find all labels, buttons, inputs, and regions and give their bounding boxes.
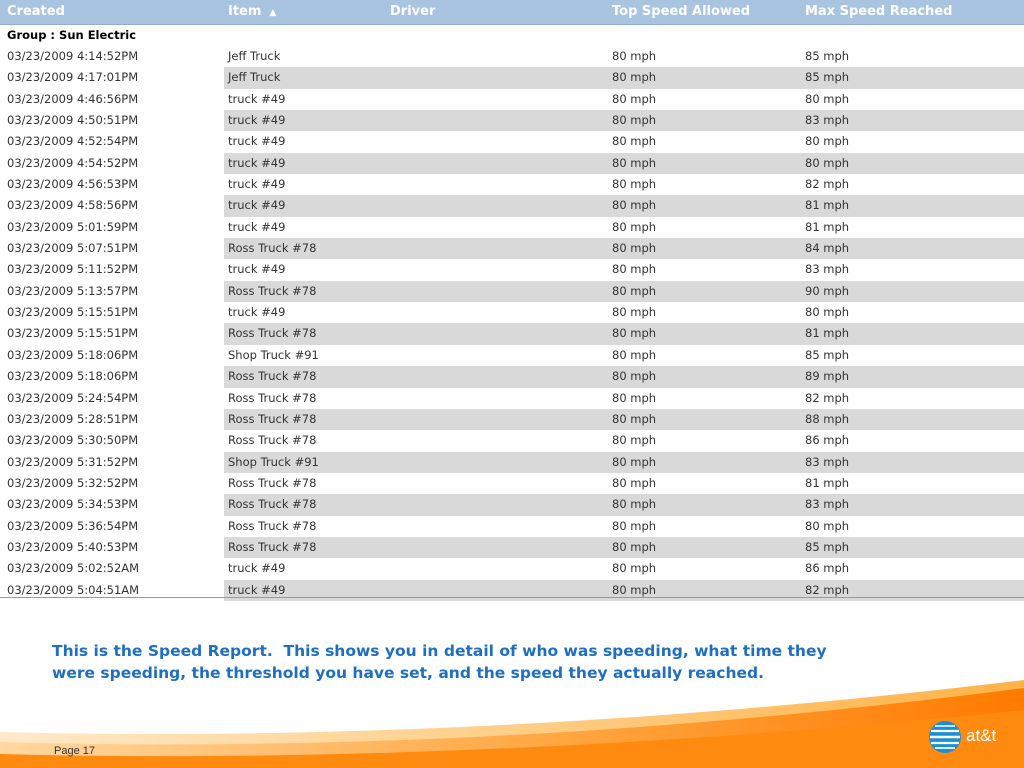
att-logo — [928, 720, 1008, 756]
table-row — [0, 388, 1024, 409]
column-header-top-speed[interactable]: Top Speed Allowed — [612, 4, 751, 19]
cell-top-speed: 80 mph — [612, 347, 657, 362]
cell-top-speed: 80 mph — [612, 305, 657, 320]
cell-max-speed: 84 mph — [805, 241, 850, 256]
cell-max-speed: 81 mph — [805, 326, 850, 341]
cell-created: 03/23/2009 5:18:06PM — [7, 347, 139, 362]
table-row — [0, 195, 1024, 216]
cell-created: 03/23/2009 4:52:54PM — [7, 134, 139, 149]
cell-item: Ross Truck #78 — [228, 241, 317, 256]
cell-item: Ross Truck #78 — [228, 326, 317, 341]
cell-item: Ross Truck #78 — [228, 497, 317, 512]
cell-created: 03/23/2009 4:46:56PM — [7, 91, 139, 106]
cell-max-speed: 83 mph — [805, 497, 850, 512]
cell-item: truck #49 — [228, 134, 286, 149]
table-row — [0, 302, 1024, 323]
cell-created: 03/23/2009 5:24:54PM — [7, 390, 139, 405]
table-row — [0, 153, 1024, 174]
cell-item: Ross Truck #78 — [228, 433, 317, 448]
column-header-item-label: Item — [228, 4, 262, 19]
cell-top-speed: 80 mph — [612, 539, 657, 554]
cell-max-speed: 85 mph — [805, 539, 850, 554]
table-row — [0, 46, 1024, 67]
cell-top-speed: 80 mph — [612, 475, 657, 490]
table-bottom-divider — [0, 597, 1024, 598]
table-row — [0, 409, 1024, 430]
table-row — [0, 259, 1024, 280]
cell-created: 03/23/2009 4:54:52PM — [7, 155, 139, 170]
cell-item: Shop Truck #91 — [228, 347, 319, 362]
cell-item: Shop Truck #91 — [228, 454, 319, 469]
table-body — [0, 46, 1024, 601]
table-row — [0, 238, 1024, 259]
cell-created: 03/23/2009 5:31:52PM — [7, 454, 139, 469]
cell-max-speed: 83 mph — [805, 454, 850, 469]
cell-top-speed: 80 mph — [612, 561, 657, 576]
cell-top-speed: 80 mph — [612, 134, 657, 149]
cell-created: 03/23/2009 5:04:51AM — [7, 582, 140, 597]
cell-created: 03/23/2009 4:56:53PM — [7, 177, 139, 192]
cell-created: 03/23/2009 5:01:59PM — [7, 219, 139, 234]
table-row — [0, 67, 1024, 88]
cell-item: truck #49 — [228, 219, 286, 234]
cell-max-speed: 83 mph — [805, 262, 850, 277]
cell-max-speed: 82 mph — [805, 177, 850, 192]
cell-max-speed: 89 mph — [805, 369, 850, 384]
cell-item: Ross Truck #78 — [228, 518, 317, 533]
cell-top-speed: 80 mph — [612, 113, 657, 128]
cell-max-speed: 85 mph — [805, 49, 850, 63]
att-globe-icon — [928, 720, 962, 754]
att-logo-text: at&t — [966, 726, 997, 745]
cell-created: 03/23/2009 4:14:52PM — [7, 49, 139, 63]
table-row — [0, 452, 1024, 473]
cell-top-speed: 80 mph — [612, 369, 657, 384]
cell-max-speed: 81 mph — [805, 198, 850, 213]
report-caption: This is the Speed Report. This shows you in detail of who was speeding, what time they were speeding, the threshold you have set, and the speed they actually reached. — [52, 642, 827, 682]
cell-item: Ross Truck #78 — [228, 539, 317, 554]
cell-max-speed: 80 mph — [805, 155, 850, 170]
cell-item: truck #49 — [228, 91, 286, 106]
table-row — [0, 110, 1024, 131]
table-row — [0, 217, 1024, 238]
cell-created: 03/23/2009 5:32:52PM — [7, 475, 139, 490]
table-row — [0, 494, 1024, 515]
cell-top-speed: 80 mph — [612, 283, 657, 298]
cell-item: truck #49 — [228, 582, 286, 597]
cell-max-speed: 83 mph — [805, 113, 850, 128]
cell-created: 03/23/2009 5:18:06PM — [7, 369, 139, 384]
table-header — [0, 0, 1024, 25]
cell-created: 03/23/2009 5:36:54PM — [7, 518, 139, 533]
cell-created: 03/23/2009 5:15:51PM — [7, 326, 139, 341]
cell-top-speed: 80 mph — [612, 198, 657, 213]
cell-item: truck #49 — [228, 305, 286, 320]
cell-item: truck #49 — [228, 561, 286, 576]
cell-top-speed: 80 mph — [612, 91, 657, 106]
cell-max-speed: 80 mph — [805, 518, 850, 533]
cell-max-speed: 80 mph — [805, 134, 850, 149]
cell-item: Ross Truck #78 — [228, 390, 317, 405]
orange-swoosh-graphic — [0, 670, 1024, 768]
cell-created: 03/23/2009 5:28:51PM — [7, 411, 139, 426]
cell-item: truck #49 — [228, 198, 286, 213]
column-header-item[interactable] — [228, 0, 276, 24]
cell-top-speed: 80 mph — [612, 326, 657, 341]
cell-item: Jeff Truck — [228, 49, 281, 63]
cell-top-speed: 80 mph — [612, 262, 657, 277]
cell-max-speed: 86 mph — [805, 433, 850, 448]
table-row — [0, 174, 1024, 195]
sort-icon[interactable]: ▲ — [269, 8, 277, 18]
cell-item: Ross Truck #78 — [228, 475, 317, 490]
cell-max-speed: 80 mph — [805, 91, 850, 106]
cell-max-speed: 85 mph — [805, 70, 850, 85]
cell-item: Ross Truck #78 — [228, 411, 317, 426]
table-row — [0, 473, 1024, 494]
cell-created: 03/23/2009 5:07:51PM — [7, 241, 139, 256]
cell-top-speed: 80 mph — [612, 518, 657, 533]
column-header-driver[interactable]: Driver — [390, 4, 436, 19]
table-row — [0, 430, 1024, 451]
cell-created: 03/23/2009 5:15:51PM — [7, 305, 139, 320]
table-row — [0, 537, 1024, 558]
cell-top-speed: 80 mph — [612, 241, 657, 256]
table-row — [0, 281, 1024, 302]
cell-created: 03/23/2009 5:34:53PM — [7, 497, 139, 512]
group-label: Group : Sun Electric — [7, 28, 137, 42]
cell-top-speed: 80 mph — [612, 49, 657, 63]
cell-max-speed: 82 mph — [805, 390, 850, 405]
cell-max-speed: 80 mph — [805, 305, 850, 320]
cell-created: 03/23/2009 5:02:52AM — [7, 561, 140, 576]
cell-item: truck #49 — [228, 113, 286, 128]
cell-item: Ross Truck #78 — [228, 283, 317, 298]
cell-item: Jeff Truck — [228, 70, 281, 85]
cell-top-speed: 80 mph — [612, 411, 657, 426]
cell-item: truck #49 — [228, 155, 286, 170]
cell-max-speed: 81 mph — [805, 475, 850, 490]
table-row — [0, 345, 1024, 366]
page-number: Page 17 — [54, 745, 95, 757]
cell-created: 03/23/2009 4:58:56PM — [7, 198, 139, 213]
table-row — [0, 323, 1024, 344]
cell-top-speed: 80 mph — [612, 390, 657, 405]
cell-created: 03/23/2009 4:50:51PM — [7, 113, 139, 128]
table-row — [0, 89, 1024, 110]
cell-created: 03/23/2009 5:11:52PM — [7, 262, 139, 277]
cell-created: 03/23/2009 5:13:57PM — [7, 283, 139, 298]
cell-max-speed: 85 mph — [805, 347, 850, 362]
cell-max-speed: 81 mph — [805, 219, 850, 234]
cell-created: 03/23/2009 5:40:53PM — [7, 539, 139, 554]
cell-max-speed: 82 mph — [805, 582, 850, 597]
cell-top-speed: 80 mph — [612, 219, 657, 234]
table-row — [0, 558, 1024, 579]
cell-top-speed: 80 mph — [612, 155, 657, 170]
cell-created: 03/23/2009 5:30:50PM — [7, 433, 139, 448]
cell-item: Ross Truck #78 — [228, 369, 317, 384]
cell-top-speed: 80 mph — [612, 582, 657, 597]
table-row — [0, 131, 1024, 152]
table-row — [0, 516, 1024, 537]
cell-top-speed: 80 mph — [612, 70, 657, 85]
cell-top-speed: 80 mph — [612, 433, 657, 448]
cell-item: truck #49 — [228, 177, 286, 192]
cell-item: truck #49 — [228, 262, 286, 277]
cell-max-speed: 90 mph — [805, 283, 850, 298]
cell-top-speed: 80 mph — [612, 177, 657, 192]
column-header-max-speed[interactable]: Max Speed Reached — [805, 4, 953, 19]
column-header-created[interactable]: Created — [7, 4, 65, 19]
cell-top-speed: 80 mph — [612, 454, 657, 469]
cell-max-speed: 88 mph — [805, 411, 850, 426]
cell-top-speed: 80 mph — [612, 497, 657, 512]
table-row — [0, 366, 1024, 387]
cell-max-speed: 86 mph — [805, 561, 850, 576]
cell-created: 03/23/2009 4:17:01PM — [7, 70, 139, 85]
